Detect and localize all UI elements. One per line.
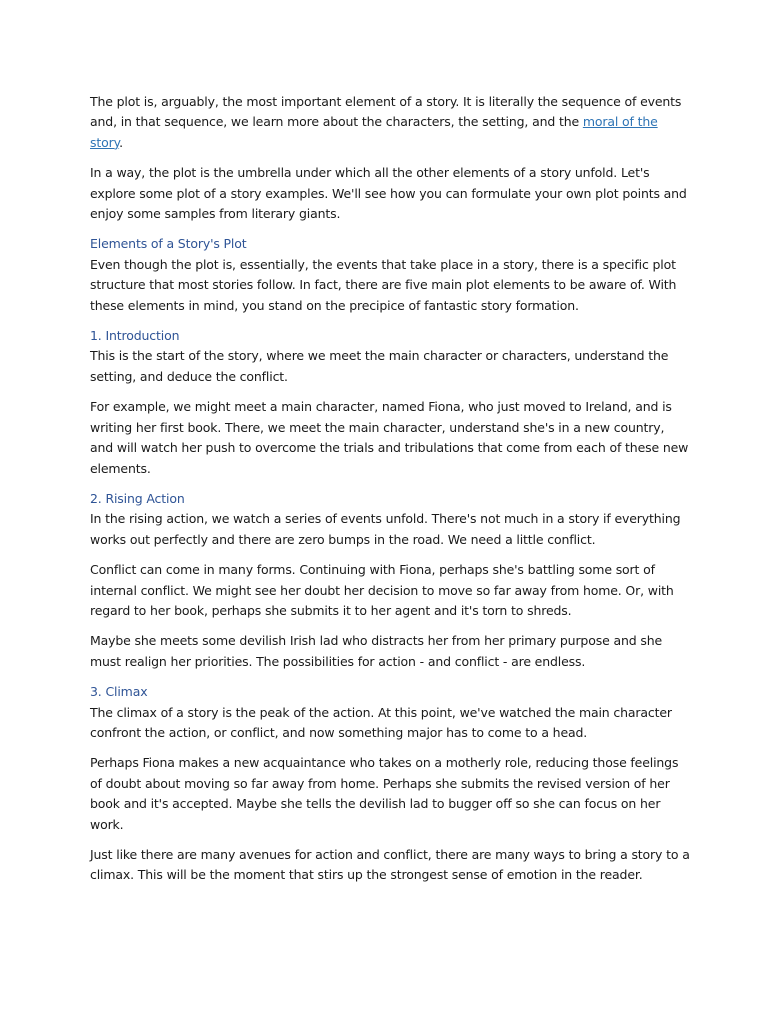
intro-paragraph-1-text: The plot is, arguably, the most important element of a story. It is literally the sequence of events and, in that sequence, we learn more about the characters, the setting, and the [90,94,682,130]
rising-action-heading: 2. Rising Action [90,490,185,506]
rising-action-paragraph-1: In the rising action, we watch a series of events unfold. There's not much in a story if everything works out perfectly and there are zero bumps in the road. We need a little conflict. [90,511,681,547]
introduction-paragraph-1: This is the start of the story, where we meet the main character or characters, understand the setting, and deduce the conflict. [90,348,669,384]
introduction-paragraph-2: For example, we might meet a main character, named Fiona, who just moved to Ireland, and is writing her first book. There, we meet the main character, understand she's in a new country, and will watch her push to overcome the trials and tribulations that come from each of these new elements. [90,399,689,476]
introduction-heading: 1. Introduction [90,328,180,344]
elements-heading: Elements of a Story's Plot [90,236,247,252]
climax-heading: 3. Climax [90,684,148,700]
rising-action-paragraph-3: Maybe she meets some devilish Irish lad who distracts her from her primary purpose and she must realign her priorities. The possibilities for action - and conflict - are endless. [90,633,663,669]
rising-action-paragraph-2: Conflict can come in many forms. Continuing with Fiona, perhaps she's battling some sort of internal conflict. We might see her doubt her decision to move so far away from home. Or, with regard to her book, perhaps she submits it to her agent and it's torn to shreds. [90,562,674,618]
intro-paragraph-2: In a way, the plot is the umbrella under which all the other elements of a story unfold. Let's explore some plot of a story examples. We'll see how you can formulate your own plot points and enjoy some samples from literary giants. [90,165,687,222]
document-page [90,92,690,896]
climax-paragraph-3: Just like there are many avenues for action and conflict, there are many ways to bring a story to a climax. This will be the moment that stirs up the strongest sense of emotion in the reader. [90,847,690,883]
climax-paragraph-1: The climax of a story is the peak of the action. At this point, we've watched the main character confront the action, or conflict, and now something major has to come to a head. [90,704,672,740]
climax-paragraph-2: Perhaps Fiona makes a new acquaintance who takes on a motherly role, reducing those feelings of doubt about moving so far away from home. Perhaps she submits the revised version of her book and it's accepted. Maybe she tells the devilish lad to bugger off so she can focus on her work. [90,755,679,832]
elements-paragraph: Even though the plot is, essentially, the events that take place in a story, there is a specific plot structure that most stories follow. In fact, there are five main plot elements to be aware of. With these elements in mind, you stand on the precipice of fantastic story formation. [90,256,677,313]
moral-of-the-story-link[interactable]: moral of the story [90,114,658,150]
intro-paragraph-1 [90,92,690,153]
intro-paragraph-1-end: . [119,134,123,150]
